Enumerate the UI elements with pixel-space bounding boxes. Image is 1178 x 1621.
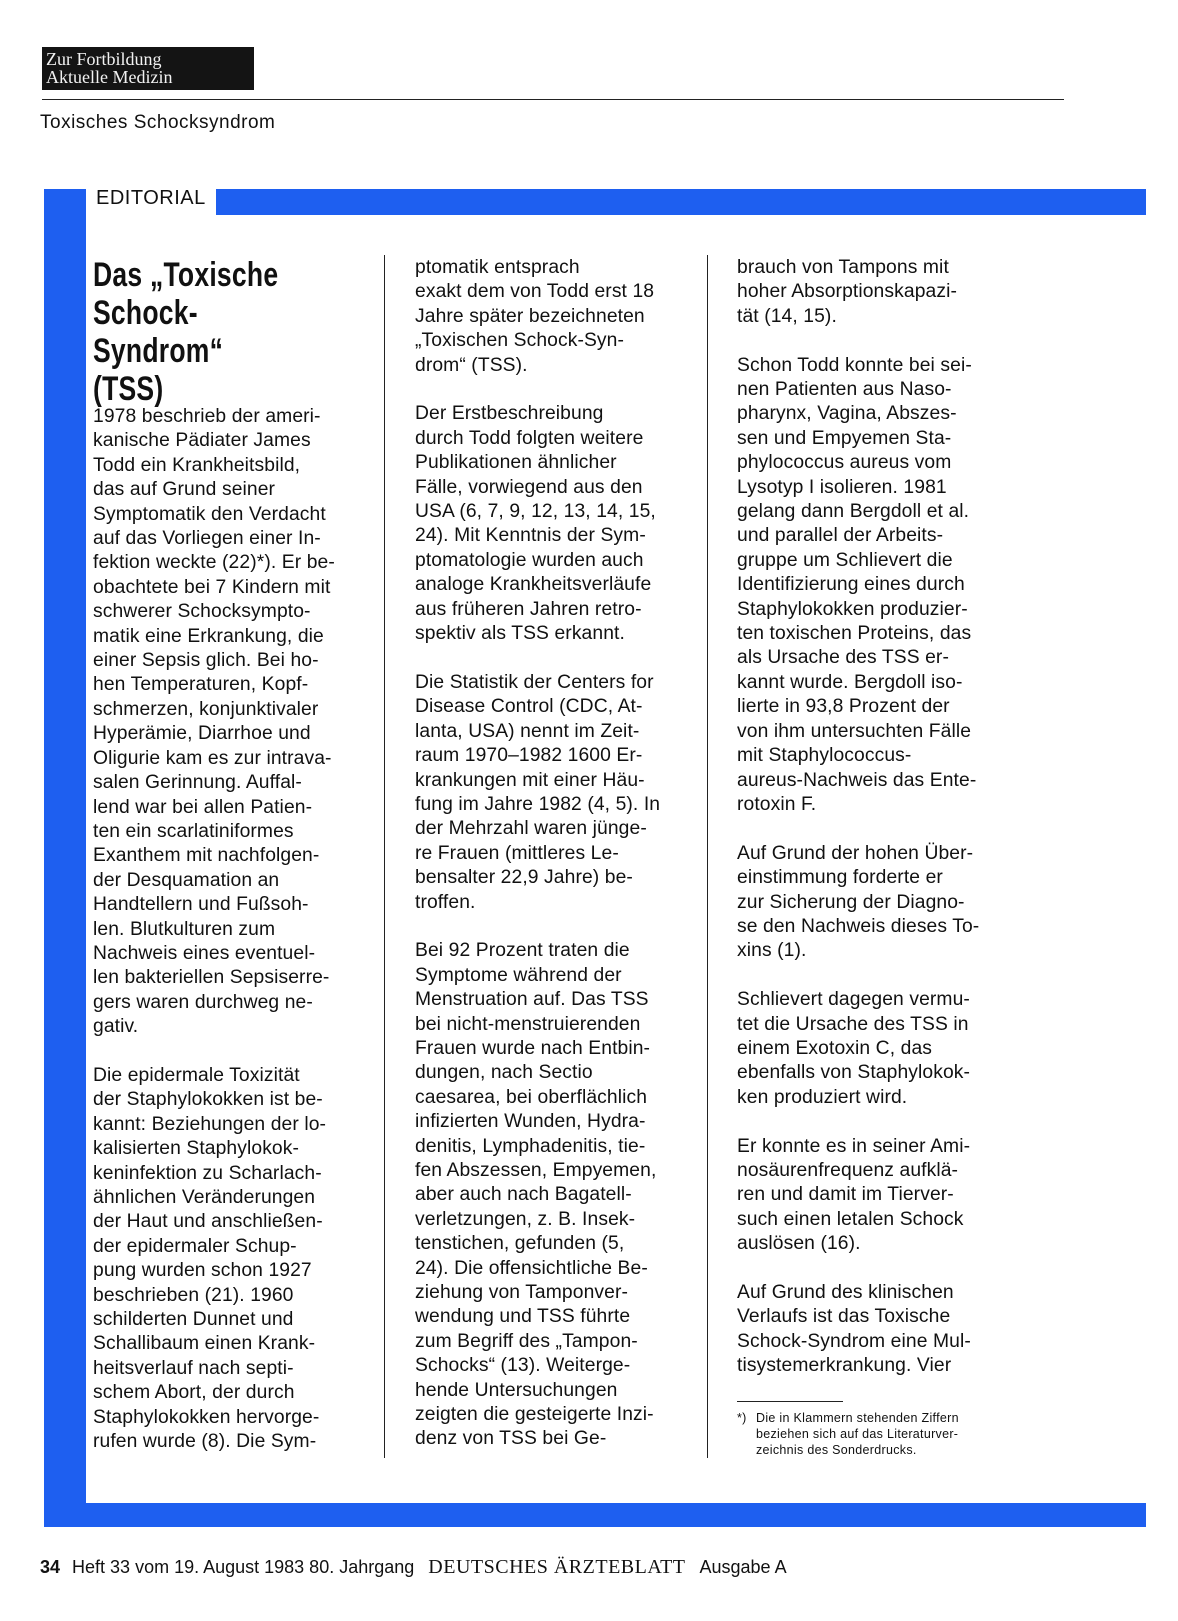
footnote-mark: *) [737,1411,747,1425]
paragraph: Er konnte es in seiner Ami- nosäurenfrequenz aufklä- ren und damit im Tierver- such einen letalen Schock auslösen (16). [737,1135,971,1255]
rubric-line-1: Zur Fortbildung [46,49,162,69]
article-column-3 [737,256,1029,1403]
paragraph: brauch von Tampons mit hoher Absorptionskapazi- tät (14, 15). [737,257,957,327]
paragraph: 1978 beschrieb der ameri- kanische Pädiater James Todd ein Krankheitsbild, das auf Grund seiner Symptomatik den Verdacht auf das Vorliegen einer In- fektion weckte (22)*). Er be- obachtete bei 7 Kindern mit schwerer Schocksympto- matik eine Erkrankung, die einer Sepsis glich. Bei ho- hen Temperaturen, Kopf- schmerzen, konjunktivaler Hyperämie, Diarrhoe und Oligurie kam es zur intrava- salen Gerinnung. Auffal- lend war bei allen Patien- ten ein scarlatiniformes Exanthem mit nachfolgen- der Desquamation an Handtellern und Fußsoh- len. Blutkulturen zum Nachweis eines eventuel- len bakteriellen Sepsiserre- gers waren durchweg ne- gativ. [93,406,335,1038]
rubric-line-2: Aktuelle Medizin [46,67,173,87]
rubric-badge [42,47,254,90]
section-title: Toxisches Schocksyndrom [40,112,276,133]
footnote-text: Die in Klammern stehenden Ziffern beziehen sich auf das Literaturver- zeichnis des Sonderdrucks. [756,1411,959,1457]
paragraph: Schlievert dagegen vermu- tet die Ursache des TSS in einem Exotoxin C, das ebenfalls von Staphylokok- ken produziert wird. [737,989,971,1108]
frame-left-bar [44,189,86,1504]
column-divider [707,255,708,1458]
journal-name: DEUTSCHES ÄRZTEBLATT [428,1556,686,1578]
footnote-rule [737,1401,843,1402]
paragraph: Bei 92 Prozent traten die Symptome während der Menstruation auf. Das TSS bei nicht-menstruierenden Frauen wurde nach Entbin- dungen, nach Sectio caesarea, bei oberflächlich infizierten Wunden, Hydra- denitis, Lymphadenitis, tie- fen Abszessen, Empyemen, aber auch nach Bagatell- verletzungen, z. B. Insek- tenstichen, gefunden (5, 24). Die offensichtliche Be- ziehung von Tamponver- wendung und TSS führte zum Begriff des „Tampon- Schocks“ (13). Weiterge- hende Untersuchungen zeigten die gesteigerte Inzi- denz von TSS bei Ge- [415,940,657,1450]
article-column-2 [415,256,707,1476]
paragraph: Auf Grund der hohen Über- einstimmung forderte er zur Sicherung der Diagno- se den Nachweis dieses To- xins (1). [737,842,980,962]
paragraph: Die epidermale Toxizität der Staphylokokken ist be- kannt: Beziehungen der lo- kalisierten Staphylokok- keninfektion zu Scharlach- ähnlichen Veränderungen der Haut und anschließen- der epidermaler Schup- pung wurden schon 1927 beschrieben (21). 1960 schilderten Dunnet und Schallibaum einen Krank- heitsverlauf nach septi- schem Abort, der durch Staphylokokken hervorge- rufen wurde (8). Die Sym- [93,1064,327,1453]
article-column-1 [93,405,385,1479]
editorial-label: EDITORIAL [86,182,216,222]
frame-bottom-bar [44,1503,1146,1527]
issue-info: Heft 33 vom 19. August 1983 80. Jahrgang [72,1557,415,1577]
paragraph: Die Statistik der Centers for Disease Control (CDC, At- lanta, USA) nennt im Zeit- raum 1970–1982 1600 Er- krankungen mit einer Häu- fung im Jahre 1982 (4, 5). In der Mehrzahl waren jünge- re Frauen (mittleres Le- bensalter 22,9 Jahre) be- troffen. [415,671,661,913]
column-divider [384,255,385,1458]
page-number: 34 [40,1557,61,1577]
paragraph: Der Erstbeschreibung durch Todd folgten weitere Publikationen ähnlicher Fälle, vorwiegend aus den USA (6, 7, 9, 12, 13, 14, 15, 24). Mit Kenntnis der Sym- ptomatologie wurden auch analoge Krankheitsverläufe aus früheren Jahren retro- spektiv als TSS erkannt. [415,403,656,645]
paragraph: Schon Todd konnte bei sei- nen Patienten aus Naso- pharynx, Vagina, Abszes- sen und Empyemen Sta- phylococcus aureus vom Lysotyp I isolieren. 1981 gelang dann Bergdoll et al. und parallel der Arbeits- gruppe um Schlievert die Identifizierung eines durch Staphylokokken produzier- ten toxischen Proteins, das als Ursache des TSS er- kannt wurde. Bergdoll iso- lierte in 93,8 Prozent der von ihm untersuchten Fälle mit Staphylococcus- aureus-Nachweis das Ente- rotoxin F. [737,354,977,815]
paragraph: ptomatik entsprach exakt dem von Todd erst 18 Jahre später bezeichneten „Toxischen Schock-Syn- drom“ (TSS). [415,257,655,376]
article-headline: Das „Toxische Schock-Syndrom“ (TSS) [93,256,279,408]
footnote [737,1410,1037,1458]
edition: Ausgabe A [699,1557,787,1577]
paragraph: Auf Grund des klinischen Verlaufs ist das Toxische Schock-Syndrom eine Mul- tisystemerkrankung. Vier [737,1281,971,1377]
page-footer [40,1556,787,1579]
header-rule [42,99,1064,100]
